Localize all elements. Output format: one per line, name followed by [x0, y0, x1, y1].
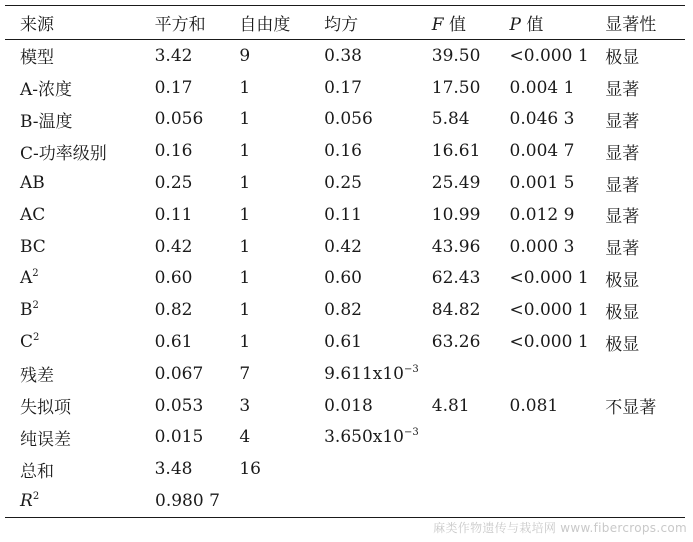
table-row — [5, 231, 685, 263]
cell-p: 0.001 5 — [509, 173, 575, 194]
cell-sig: 显著 — [605, 207, 640, 228]
cell-f: 25.49 — [431, 173, 481, 194]
cell-sig: 显著 — [605, 143, 640, 164]
cell-p: 0.046 3 — [509, 109, 575, 130]
cell-ms: 0.018 — [324, 395, 373, 416]
r2-label: $R^2$ — [20, 491, 40, 512]
cell-source: 总和 — [20, 461, 54, 482]
cell-source: B-温度 — [20, 111, 73, 132]
table-row — [5, 199, 685, 231]
cell-p: 0.081 — [509, 395, 559, 416]
cell-p: <0.000 1 — [509, 268, 589, 289]
cell-source: A-浓度 — [20, 80, 73, 101]
table-row — [5, 40, 685, 72]
table-row — [5, 326, 685, 358]
cell-ms: 0.60 — [324, 268, 362, 289]
cell-p: 0.004 1 — [509, 77, 575, 98]
cell-p: 0.004 7 — [509, 141, 575, 162]
header-p-value: P 值 — [509, 15, 544, 35]
cell-f: 39.50 — [431, 45, 481, 66]
r2-row — [5, 485, 685, 517]
table-row — [5, 422, 685, 454]
bottom-rule — [5, 517, 685, 518]
table-row — [5, 358, 685, 390]
table-body — [5, 40, 685, 485]
cell-df: 1 — [239, 109, 251, 130]
cell-df: 1 — [239, 300, 251, 321]
cell-ss: 0.056 — [154, 109, 204, 130]
header-mean-square: 均方 — [324, 15, 359, 35]
table-row — [5, 390, 685, 422]
cell-f: 16.61 — [431, 141, 481, 162]
cell-df: 1 — [239, 268, 251, 289]
watermark: 麻类作物遗传与栽培网 www.fibercrops.com — [433, 521, 687, 535]
cell-ms: 0.056 — [324, 109, 373, 130]
cell-df: 4 — [239, 427, 251, 448]
cell-sig: 显著 — [605, 175, 640, 196]
cell-df: 3 — [239, 395, 251, 416]
cell-source: $C^2$ — [20, 332, 40, 353]
table-row — [5, 294, 685, 326]
cell-df: 1 — [239, 77, 251, 98]
cell-ss: 0.067 — [154, 363, 204, 384]
cell-source: 失拟项 — [20, 398, 71, 419]
cell-df: 9 — [239, 45, 251, 66]
cell-source: 纯误差 — [20, 429, 71, 450]
cell-f: 62.43 — [431, 268, 481, 289]
header-significance: 显著性 — [605, 15, 657, 35]
cell-ss: 0.053 — [154, 395, 204, 416]
cell-ss: 0.16 — [154, 141, 193, 162]
cell-ss: 3.48 — [154, 459, 193, 480]
cell-p: <0.000 1 — [509, 332, 589, 353]
header-row — [5, 6, 685, 39]
anova-table — [5, 5, 685, 518]
cell-df: 1 — [239, 236, 251, 257]
cell-source: $B^2$ — [20, 300, 39, 321]
cell-sig: 极显 — [605, 48, 640, 69]
table-row — [5, 263, 685, 295]
cell-f: 4.81 — [431, 395, 470, 416]
cell-f: 84.82 — [431, 300, 481, 321]
cell-ss: 0.42 — [154, 236, 193, 257]
cell-p: 0.000 3 — [509, 236, 575, 257]
cell-p: <0.000 1 — [509, 300, 589, 321]
cell-sig: 极显 — [605, 334, 640, 355]
table-row — [5, 72, 685, 104]
cell-f: 17.50 — [431, 77, 481, 98]
cell-source: 残差 — [20, 366, 54, 387]
cell-ss: 0.61 — [154, 332, 193, 353]
cell-ms: 0.17 — [324, 77, 362, 98]
cell-p: 0.012 9 — [509, 204, 575, 225]
cell-sig: 显著 — [605, 239, 640, 260]
cell-ms: 0.11 — [324, 204, 362, 225]
cell-ms: $3.650x10^{-3}$ — [324, 427, 419, 448]
cell-ss: 0.25 — [154, 173, 193, 194]
r2-value: 0.980 7 — [155, 491, 220, 512]
header-sum-of-squares: 平方和 — [154, 15, 206, 35]
cell-source: $A^2$ — [20, 268, 39, 289]
cell-ss: 0.17 — [154, 77, 193, 98]
cell-df: 1 — [239, 141, 251, 162]
cell-sig: 显著 — [605, 80, 640, 101]
header-source: 来源 — [20, 15, 54, 35]
table-row — [5, 453, 685, 485]
cell-df: 1 — [239, 204, 251, 225]
header-df: 自由度 — [239, 15, 291, 35]
cell-df: 1 — [239, 173, 251, 194]
cell-source: AC — [20, 204, 46, 225]
cell-f: 5.84 — [431, 109, 470, 130]
table-row — [5, 167, 685, 199]
cell-f: 10.99 — [431, 204, 481, 225]
cell-sig: 极显 — [605, 302, 640, 323]
table-row — [5, 104, 685, 136]
cell-ss: 0.015 — [154, 427, 204, 448]
cell-ss: 3.42 — [154, 45, 193, 66]
cell-ms: 0.16 — [324, 141, 362, 162]
cell-ss: 0.82 — [154, 300, 193, 321]
cell-ss: 0.11 — [154, 204, 193, 225]
cell-sig: 极显 — [605, 270, 640, 291]
header-f-value: F 值 — [431, 15, 466, 35]
cell-df: 16 — [239, 459, 261, 480]
cell-f: 63.26 — [431, 332, 481, 353]
cell-f: 43.96 — [431, 236, 481, 257]
table-row — [5, 135, 685, 167]
cell-sig: 不显著 — [605, 398, 657, 419]
cell-ms: 0.42 — [324, 236, 362, 257]
cell-ms: 0.38 — [324, 45, 362, 66]
cell-ms: 0.61 — [324, 332, 362, 353]
cell-ms: 0.25 — [324, 173, 362, 194]
cell-ss: 0.60 — [154, 268, 193, 289]
cell-ms: $9.611x10^{-3}$ — [324, 363, 419, 384]
cell-source: 模型 — [20, 48, 54, 69]
cell-source: AB — [20, 173, 45, 194]
cell-p: <0.000 1 — [509, 45, 589, 66]
cell-sig: 显著 — [605, 111, 640, 132]
cell-ms: 0.82 — [324, 300, 362, 321]
cell-df: 1 — [239, 332, 251, 353]
cell-df: 7 — [239, 363, 251, 384]
cell-source: C-功率级别 — [20, 143, 107, 164]
cell-source: BC — [20, 236, 46, 257]
